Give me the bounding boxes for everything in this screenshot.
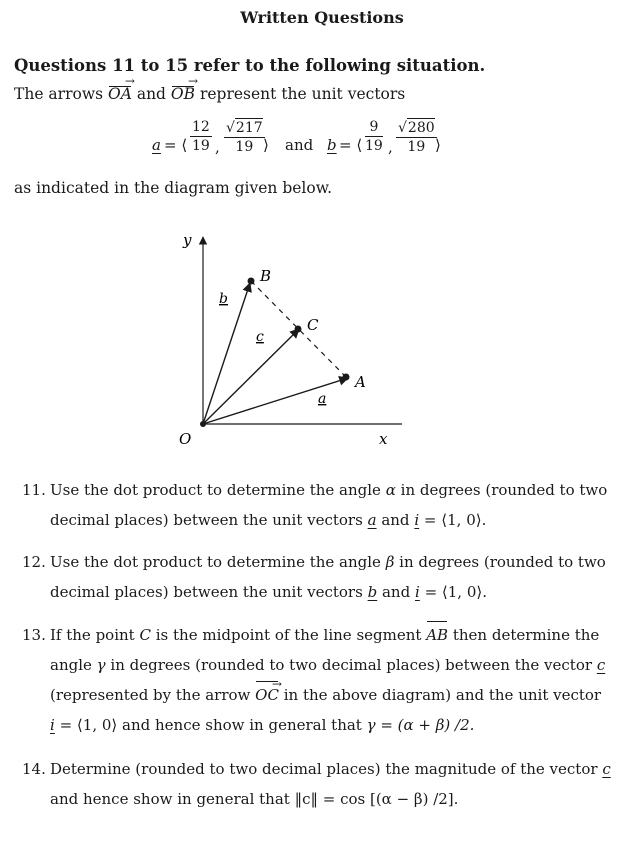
- q12-vec-b: b: [367, 583, 378, 601]
- question-number: 12.: [22, 553, 46, 571]
- q13-l3b: in the above diagram) and the unit vector: [283, 686, 602, 704]
- q14-vec-c: c: [602, 760, 611, 778]
- intro-heading: Questions 11 to 15 refer to the following situation.: [14, 56, 486, 75]
- formula-b-x-den: 19: [365, 138, 383, 154]
- q12-and: and: [381, 583, 411, 601]
- formula-a-x-den: 19: [192, 138, 210, 154]
- q13-vec-i: i: [50, 716, 55, 734]
- q12-line1-pre: Use the dot product to determine the angle: [50, 553, 381, 571]
- question-13: [22, 620, 622, 740]
- question-14: [22, 754, 622, 814]
- question-number: 14.: [22, 760, 46, 778]
- point-c-label: C: [307, 316, 319, 334]
- point-b-label: B: [260, 267, 272, 285]
- x-axis-label: x: [379, 430, 388, 448]
- question-number: 11.: [22, 481, 46, 499]
- question-number: 13.: [22, 626, 46, 644]
- page-title: Written Questions: [240, 8, 404, 27]
- origin-dot: [200, 421, 206, 427]
- formula-b-label: b: [327, 136, 337, 154]
- q13-segment-ab: AB: [426, 620, 448, 650]
- formula-a-y-num-wrap: √217: [226, 120, 263, 136]
- q12-vec-i: i: [414, 583, 420, 601]
- point-b-dot: [248, 278, 255, 285]
- formula-b-y-den: 19: [407, 139, 426, 155]
- q13-gamma: γ: [96, 656, 106, 674]
- formula-and: and: [285, 136, 314, 154]
- after-formula-text: as indicated in the diagram given below.: [14, 179, 333, 197]
- point-a-dot: [343, 374, 350, 381]
- q13-l4b: γ = (α + β) /2.: [366, 716, 475, 734]
- vector-c-arrow: [203, 329, 299, 424]
- vector-b-label: b: [219, 291, 228, 307]
- formula-b-y-num-wrap: √280: [398, 120, 435, 136]
- q13-point-c: C: [139, 626, 151, 644]
- question-11: [22, 475, 622, 535]
- formula-a-y-num: 217: [235, 120, 263, 136]
- vector-a-label: a: [318, 391, 327, 407]
- point-a-label: A: [355, 373, 366, 391]
- q11-line2-pre: decimal places) between the unit vectors: [50, 511, 363, 529]
- q14-l1a: Determine (rounded to two decimal places) the magnitude of the vector: [50, 760, 598, 778]
- intro-text-after: represent the unit vectors: [199, 85, 406, 103]
- q13-l2b: in degrees (rounded to two decimal places) between the vector: [110, 656, 593, 674]
- formula-b-comma: ,: [388, 138, 393, 156]
- q11-vec-i: i: [414, 511, 420, 529]
- q11-line1-pre: Use the dot product to determine the angle: [50, 481, 381, 499]
- formula-a-close: ⟩: [263, 136, 269, 154]
- arrow-ob: OB →: [171, 85, 195, 103]
- q11-line2-post: = ⟨1, 0⟩.: [423, 511, 487, 529]
- vector-c-label: c: [256, 329, 264, 345]
- q11-line1-post: in degrees (rounded to two: [400, 481, 608, 499]
- q12-line2-post: = ⟨1, 0⟩.: [424, 583, 488, 601]
- formula-a-label: a: [152, 136, 161, 154]
- q13-vec-c: c: [596, 656, 606, 674]
- q13-l1b: is the midpoint of the line segment: [155, 626, 422, 644]
- q13-l1d: then determine the: [452, 626, 600, 644]
- y-axis-label: y: [183, 231, 192, 249]
- q12-line1-post: in degrees (rounded to two: [399, 553, 606, 571]
- q14-l2b: ‖c‖ = cos [(α − β) /2].: [294, 790, 459, 808]
- question-12: [22, 547, 622, 607]
- q13-l2a: angle: [50, 656, 92, 674]
- arrow-oa: OA →: [108, 85, 132, 103]
- formula-a-comma: ,: [215, 138, 220, 156]
- q11-and: and: [381, 511, 410, 529]
- q12-line2-pre: decimal places) between the unit vectors: [50, 583, 363, 601]
- formula-a-eq: = ⟨: [164, 136, 188, 154]
- formula-b-eq: = ⟨: [339, 136, 363, 154]
- q14-l2a: and hence show in general that: [50, 790, 290, 808]
- q13-l4a: = ⟨1, 0⟩ and hence show in general that: [59, 716, 362, 734]
- q11-alpha: α: [385, 481, 396, 499]
- q13-l1a: If the point: [50, 626, 135, 644]
- formula-a-x-num: 12: [192, 119, 210, 135]
- origin-label: O: [179, 430, 192, 448]
- intro-text-and: and: [136, 85, 166, 103]
- point-c-dot: [295, 326, 302, 333]
- formula-a-y-den: 19: [235, 139, 254, 155]
- formula-b-close: ⟩: [435, 136, 441, 154]
- q13-l3a: (represented by the arrow: [50, 686, 251, 704]
- intro-text-before: The arrows: [14, 85, 104, 103]
- q11-vec-a: a: [367, 511, 377, 529]
- q12-beta: β: [385, 553, 395, 571]
- q13-arrow-oc: OC →: [255, 680, 279, 710]
- formula-b-x-num: 9: [365, 118, 383, 137]
- formula-b-y-num: 280: [407, 120, 435, 136]
